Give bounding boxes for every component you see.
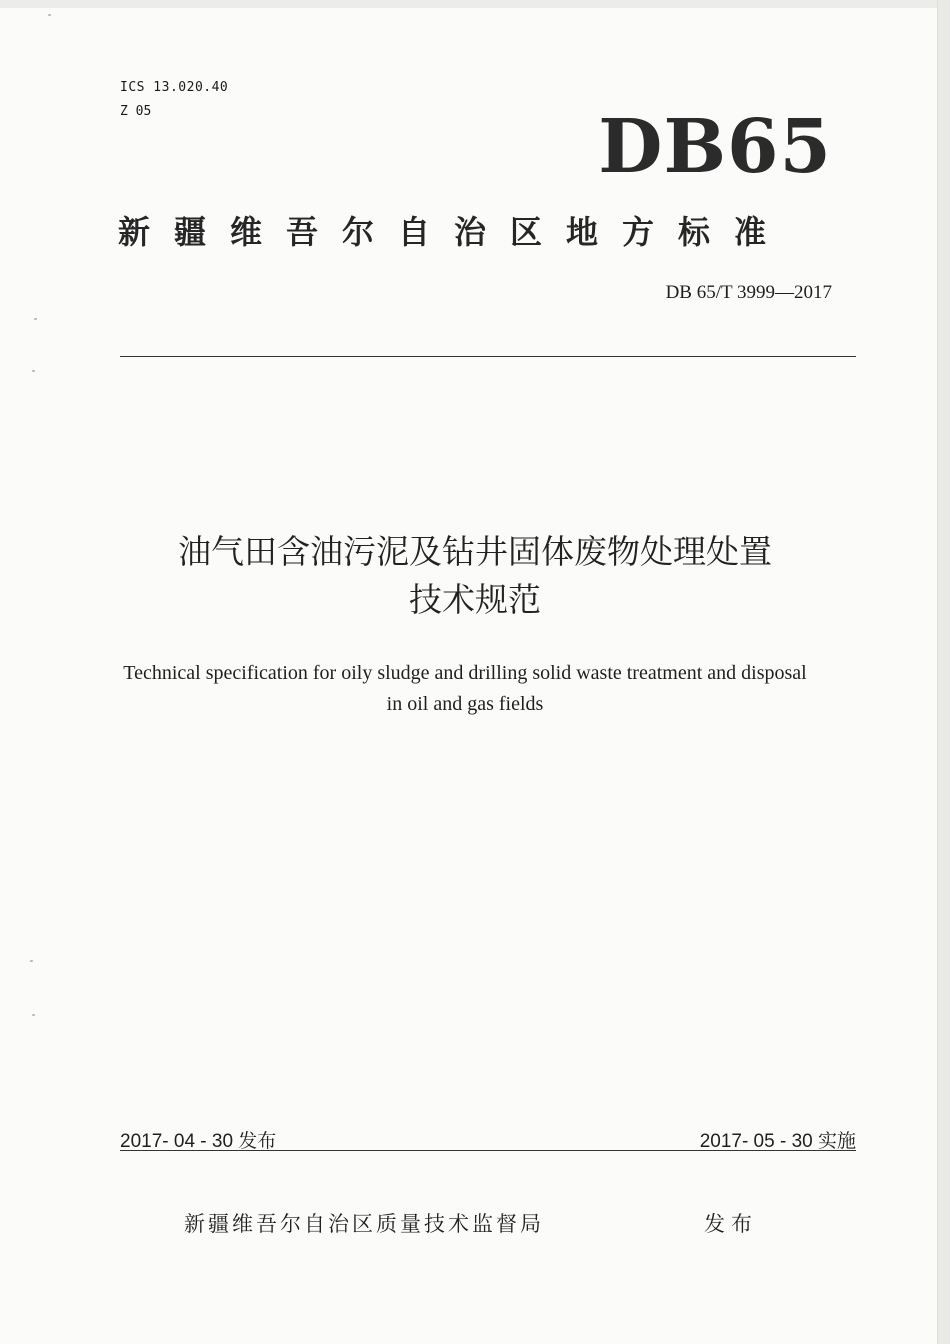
publish-label: 发布 bbox=[704, 1212, 758, 1236]
scan-edge-top bbox=[0, 0, 950, 8]
standard-number: DB 65/T 3999—2017 bbox=[665, 282, 832, 303]
scan-speck bbox=[32, 370, 35, 372]
implementation-date: 2017- 05 - 30 实施 bbox=[699, 1131, 856, 1152]
issuing-authority: 新疆维吾尔自治区质量技术监督局 bbox=[184, 1212, 544, 1236]
scan-speck bbox=[32, 1014, 35, 1016]
classification-code: Z 05 bbox=[120, 104, 152, 119]
scan-speck bbox=[30, 960, 33, 962]
scan-speck bbox=[34, 318, 37, 320]
header-divider bbox=[120, 356, 856, 357]
english-title-line2: in oil and gas fields bbox=[386, 693, 544, 715]
english-title bbox=[0, 658, 930, 720]
ics-code: ICS 13.020.40 bbox=[120, 80, 229, 95]
scan-speck bbox=[48, 14, 51, 16]
standard-mark: DB65 bbox=[598, 104, 832, 190]
organization-title: 新疆维吾尔自治区地方标准 bbox=[118, 213, 791, 251]
footer-divider bbox=[120, 1150, 856, 1151]
issue-date: 2017- 04 - 30 发布 bbox=[120, 1131, 277, 1152]
scan-edge-right bbox=[937, 0, 950, 1344]
chinese-title-line1: 油气田含油污泥及钻井固体废物处理处置 bbox=[178, 532, 772, 571]
chinese-title bbox=[0, 528, 950, 624]
english-title-line1: Technical specification for oily sludge and drilling solid waste treatment and disposal bbox=[123, 662, 807, 684]
chinese-title-line2: 技术规范 bbox=[409, 580, 541, 619]
